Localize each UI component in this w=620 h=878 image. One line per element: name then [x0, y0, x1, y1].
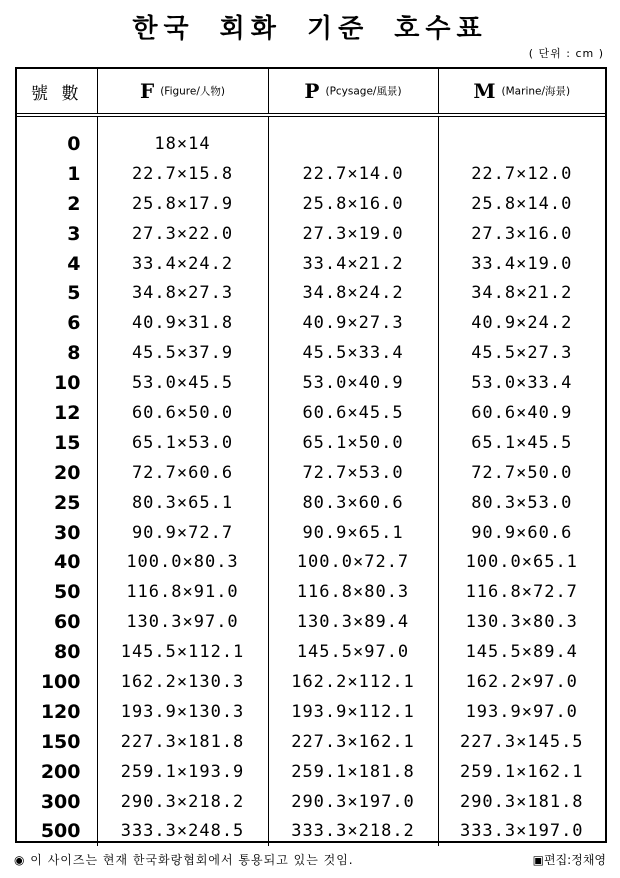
- cell-p-size: [268, 115, 438, 159]
- cell-p-size: 27.3×19.0: [268, 219, 438, 249]
- header-row: [17, 69, 605, 115]
- cell-m-size: 259.1×162.1: [438, 757, 605, 787]
- cell-p-size: 60.6×45.5: [268, 398, 438, 428]
- row-number: 50: [54, 581, 81, 604]
- table-row: [17, 697, 605, 727]
- table-row: [17, 278, 605, 308]
- cell-m-size: 193.9×97.0: [438, 697, 605, 727]
- cell-p-size: 116.8×80.3: [268, 577, 438, 607]
- row-number: 120: [40, 700, 81, 723]
- cell-p-size: 34.8×24.2: [268, 278, 438, 308]
- cell-m-size: [438, 115, 605, 159]
- cell-f-size: 290.3×218.2: [97, 787, 268, 817]
- table-row: [17, 577, 605, 607]
- cell-f-size: 27.3×22.0: [97, 219, 268, 249]
- cell-p-size: 80.3×60.6: [268, 488, 438, 518]
- row-number: 60: [54, 611, 81, 634]
- header-number-label: 號 數: [31, 83, 83, 104]
- row-number: 5: [67, 282, 81, 305]
- cell-f-size: 60.6×50.0: [97, 398, 268, 428]
- cell-f-size: 25.8×17.9: [97, 189, 268, 219]
- cell-f-size: 40.9×31.8: [97, 308, 268, 338]
- cell-m-size: 60.6×40.9: [438, 398, 605, 428]
- cell-f-size: 53.0×45.5: [97, 368, 268, 398]
- row-number: 200: [40, 760, 81, 783]
- cell-p-size: 290.3×197.0: [268, 787, 438, 817]
- table-row: [17, 727, 605, 757]
- table-row: [17, 368, 605, 398]
- table-row: [17, 219, 605, 249]
- row-number: 8: [67, 342, 81, 365]
- row-number: 1: [67, 162, 81, 185]
- cell-m-size: 116.8×72.7: [438, 577, 605, 607]
- cell-m-size: 25.8×14.0: [438, 189, 605, 219]
- table-row: [17, 398, 605, 428]
- cell-p-size: 145.5×97.0: [268, 637, 438, 667]
- cell-f-size: 90.9×72.7: [97, 518, 268, 548]
- cell-m-size: 53.0×33.4: [438, 368, 605, 398]
- table-row: [17, 547, 605, 577]
- row-number: 10: [54, 372, 81, 395]
- cell-f-size: 130.3×97.0: [97, 607, 268, 637]
- row-number: 80: [54, 641, 81, 664]
- cell-m-size: 227.3×145.5: [438, 727, 605, 757]
- header-f: [97, 69, 268, 115]
- cell-p-size: 162.2×112.1: [268, 667, 438, 697]
- cell-m-size: 27.3×16.0: [438, 219, 605, 249]
- cell-m-size: 130.3×80.3: [438, 607, 605, 637]
- header-p-letter: P: [304, 79, 320, 103]
- table-row: [17, 189, 605, 219]
- cell-m-size: 65.1×45.5: [438, 428, 605, 458]
- table-row: [17, 159, 605, 189]
- table-row: [17, 428, 605, 458]
- table-row: [17, 816, 605, 846]
- table-row: [17, 115, 605, 159]
- header-p: [268, 69, 438, 115]
- cell-m-size: 290.3×181.8: [438, 787, 605, 817]
- page-title: 한국 회화 기준 호수표: [132, 14, 488, 44]
- table-row: [17, 667, 605, 697]
- cell-f-size: 100.0×80.3: [97, 547, 268, 577]
- cell-m-size: 162.2×97.0: [438, 667, 605, 697]
- footer-editor: ▣편집:정채영: [532, 853, 606, 867]
- row-number: 500: [40, 820, 81, 843]
- table-header: [17, 69, 605, 115]
- row-number: 0: [67, 132, 81, 155]
- cell-f-size: 65.1×53.0: [97, 428, 268, 458]
- cell-p-size: 22.7×14.0: [268, 159, 438, 189]
- cell-f-size: 259.1×193.9: [97, 757, 268, 787]
- cell-f-size: 22.7×15.8: [97, 159, 268, 189]
- cell-m-size: 72.7×50.0: [438, 458, 605, 488]
- header-f-sub: (Figure/人物): [160, 85, 225, 98]
- row-number: 300: [40, 790, 81, 813]
- cell-p-size: 72.7×53.0: [268, 458, 438, 488]
- cell-m-size: 33.4×19.0: [438, 249, 605, 279]
- row-number: 30: [54, 521, 81, 544]
- cell-f-size: 80.3×65.1: [97, 488, 268, 518]
- table-row: [17, 518, 605, 548]
- row-number: 20: [54, 461, 81, 484]
- cell-f-size: 333.3×248.5: [97, 816, 268, 846]
- cell-f-size: 193.9×130.3: [97, 697, 268, 727]
- table-row: [17, 757, 605, 787]
- table-row: [17, 607, 605, 637]
- cell-m-size: 145.5×89.4: [438, 637, 605, 667]
- cell-p-size: 65.1×50.0: [268, 428, 438, 458]
- row-number: 12: [54, 401, 81, 424]
- table-row: [17, 249, 605, 279]
- table-row: [17, 637, 605, 667]
- cell-f-size: 145.5×112.1: [97, 637, 268, 667]
- cell-m-size: 90.9×60.6: [438, 518, 605, 548]
- cell-p-size: 25.8×16.0: [268, 189, 438, 219]
- row-number: 25: [54, 491, 81, 514]
- size-table: [17, 69, 605, 846]
- table-row: [17, 458, 605, 488]
- cell-p-size: 259.1×181.8: [268, 757, 438, 787]
- cell-f-size: 227.3×181.8: [97, 727, 268, 757]
- cell-m-size: 100.0×65.1: [438, 547, 605, 577]
- cell-p-size: 53.0×40.9: [268, 368, 438, 398]
- unit-label: ( 단위 : cm ): [528, 47, 604, 60]
- table-row: [17, 787, 605, 817]
- table-row: [17, 488, 605, 518]
- header-f-letter: F: [140, 79, 155, 103]
- row-number: 150: [40, 730, 81, 753]
- size-table-frame: [15, 67, 607, 843]
- row-number: 2: [67, 192, 81, 215]
- cell-p-size: 227.3×162.1: [268, 727, 438, 757]
- table-row: [17, 338, 605, 368]
- cell-m-size: 34.8×21.2: [438, 278, 605, 308]
- cell-p-size: 193.9×112.1: [268, 697, 438, 727]
- cell-m-size: 22.7×12.0: [438, 159, 605, 189]
- row-number: 3: [67, 222, 81, 245]
- cell-f-size: 33.4×24.2: [97, 249, 268, 279]
- header-number: [17, 69, 97, 115]
- cell-p-size: 100.0×72.7: [268, 547, 438, 577]
- cell-m-size: 80.3×53.0: [438, 488, 605, 518]
- header-m-sub: (Marine/海景): [501, 85, 571, 98]
- cell-p-size: 33.4×21.2: [268, 249, 438, 279]
- cell-f-size: 18×14: [97, 115, 268, 159]
- row-number: 6: [67, 312, 81, 335]
- table-body: [17, 115, 605, 846]
- cell-p-size: 333.3×218.2: [268, 816, 438, 846]
- cell-f-size: 116.8×91.0: [97, 577, 268, 607]
- row-number: 40: [54, 551, 81, 574]
- row-number: 100: [40, 670, 81, 693]
- cell-f-size: 34.8×27.3: [97, 278, 268, 308]
- header-m-letter: M: [473, 79, 496, 103]
- cell-m-size: 333.3×197.0: [438, 816, 605, 846]
- header-m: [438, 69, 605, 115]
- cell-p-size: 40.9×27.3: [268, 308, 438, 338]
- header-p-sub: (Pcysage/風景): [325, 85, 402, 98]
- cell-p-size: 130.3×89.4: [268, 607, 438, 637]
- cell-p-size: 45.5×33.4: [268, 338, 438, 368]
- cell-m-size: 45.5×27.3: [438, 338, 605, 368]
- footer-note: ◉ 이 사이즈는 현재 한국화랑협회에서 통용되고 있는 것임.: [14, 853, 354, 867]
- row-number: 4: [67, 252, 81, 275]
- cell-f-size: 162.2×130.3: [97, 667, 268, 697]
- cell-p-size: 90.9×65.1: [268, 518, 438, 548]
- cell-m-size: 40.9×24.2: [438, 308, 605, 338]
- cell-f-size: 45.5×37.9: [97, 338, 268, 368]
- cell-f-size: 72.7×60.6: [97, 458, 268, 488]
- row-number: 15: [54, 431, 81, 454]
- table-row: [17, 308, 605, 338]
